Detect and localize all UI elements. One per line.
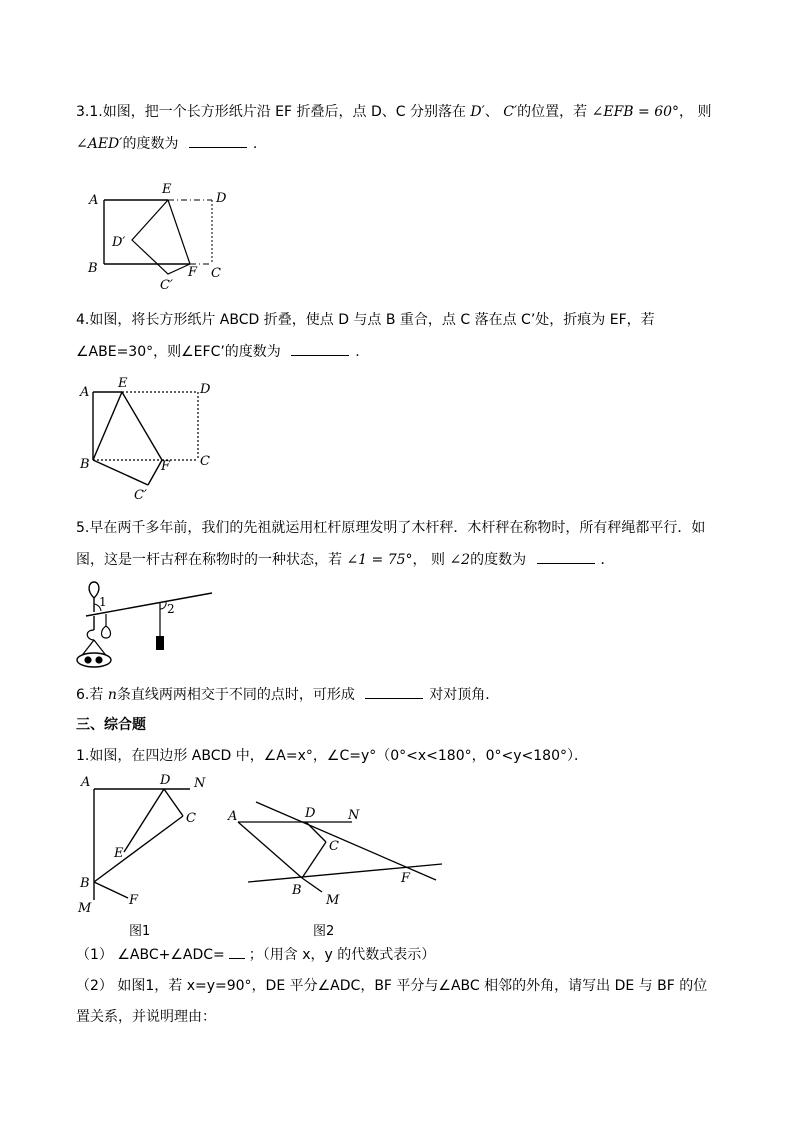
q3-1-line2 [76, 133, 257, 154]
q3-1-text: 3.1.如图，把一个长方形纸片沿 EF 折叠后，点 D、C 分别落在 [76, 104, 466, 120]
c1-part2-line2: 置关系，并说明理由： [76, 1009, 216, 1025]
q3-1-figure [80, 180, 240, 292]
answer-blank[interactable] [229, 944, 245, 959]
pan-weight-right [95, 656, 102, 663]
label-c: C [211, 266, 221, 281]
edge-bc-prime [93, 460, 148, 485]
segment-de [124, 789, 164, 852]
label-angle-1: 1 [99, 595, 107, 609]
pan-weight-left [84, 656, 91, 663]
line-through-b-f [248, 864, 442, 882]
scale-pan [77, 653, 111, 667]
edge-dc [306, 822, 326, 842]
q6-text-mid: 条直线两两相交于不同的点时，可形成 [116, 687, 355, 703]
q5-text-suffix: 的度数为 [470, 552, 527, 568]
label-n: N [348, 808, 360, 823]
hook-right [102, 626, 111, 638]
label-c: C [186, 811, 196, 826]
part1-text: （1） ∠ABC+∠ADC= [76, 947, 225, 963]
figure-2-caption: 图2 [313, 924, 335, 939]
c1-part1 [76, 944, 435, 965]
label-a: A [81, 775, 91, 790]
q4-line1: 4.如图，将长方形纸片 ABCD 折叠，使点 D 与点 B 重合，点 C 落在点 C’处，折痕为 EF，若 [76, 312, 655, 328]
q3-1-end: . [252, 136, 258, 152]
q5-end: ． [600, 552, 615, 568]
answer-blank[interactable] [291, 341, 349, 356]
edge-ef [122, 392, 162, 460]
label-m: M [78, 901, 92, 916]
c1-stem: 1.如图，在四边形 ABCD 中，∠A=x°，∠C=y°（0°<x<180°，0°<y<180°）． [76, 748, 588, 764]
answer-blank[interactable] [189, 133, 247, 148]
label-c-prime: C′ [134, 488, 147, 503]
label-c-prime: C′ [160, 278, 173, 293]
edge-ab [238, 822, 302, 878]
edge-c-prime-f [148, 460, 162, 485]
q5-text: 图，这是一杆古秤在称物时的一种状态，若 [76, 552, 342, 568]
angle-2-arc [160, 602, 166, 609]
q6-text: 6.若 [76, 687, 104, 703]
label-a: A [228, 809, 238, 824]
angle-2-expression: ∠2 [449, 552, 471, 568]
label-f: F [161, 459, 171, 474]
q3-1-text-mid: 的位置，若 [517, 104, 588, 120]
counterweight [156, 636, 164, 650]
q4-text: ∠ABE=30°，则∠EFC’的度数为 [76, 344, 281, 360]
line-through-d-f [256, 802, 436, 880]
q3-1-text-suffix: ， 则 [679, 104, 712, 120]
angle-efb-expression: ∠EFB = 60° [591, 104, 680, 120]
section-title: 三、综合题 [76, 717, 146, 733]
edge-be [93, 392, 122, 460]
answer-blank[interactable] [365, 684, 423, 699]
label-b: B [80, 457, 90, 472]
label-f: F [129, 893, 139, 908]
c1-figure-1 [76, 770, 216, 918]
q5-steelyard-figure [72, 578, 222, 670]
label-d-prime: D′ [112, 235, 126, 250]
q4-figure [76, 375, 226, 503]
q4-end: . [355, 344, 360, 360]
label-f: F [188, 265, 198, 280]
q6-text-suffix: 对对顶角． [429, 687, 500, 703]
edge-cb [302, 842, 326, 878]
label-d: D [200, 382, 211, 397]
angle-aed-expression: ∠AED′ [76, 136, 123, 152]
label-b: B [292, 883, 302, 898]
label-c: C [200, 454, 210, 469]
angle-1-expression: ∠1 = 75° [346, 552, 413, 568]
label-a: A [89, 193, 99, 208]
c1-part2-line1: （2） 如图1，若 x=y=90°，DE 平分∠ADC，BF 平分与∠ABC 相邻的外角，请写出 DE 与 BF 的位 [76, 978, 708, 994]
label-a: A [80, 385, 90, 400]
label-n: N [194, 776, 206, 791]
segment-bf [94, 882, 128, 898]
q3-1-line1 [76, 102, 711, 122]
label-m: M [326, 893, 340, 908]
label-b: B [80, 876, 90, 891]
label-d: D [160, 773, 171, 788]
q5-line1: 5.早在两千多年前，我们的先祖就运用杠杆原理发明了木杆秤．木杆秤在称物时，所有秤绳都平行．如 [76, 520, 706, 536]
label-b: B [88, 261, 98, 276]
q4-line2 [76, 341, 360, 362]
edge-ef [168, 200, 190, 264]
label-c: C [329, 839, 339, 854]
q6-line [76, 684, 499, 705]
variable-n: n [107, 687, 117, 703]
point-c-prime: C′ [503, 104, 518, 120]
c1-figure-2 [226, 790, 448, 910]
label-d: D [305, 806, 316, 821]
part1-suffix: ；（用含 x，y 的代数式表示） [248, 947, 436, 963]
separator: 、 [484, 104, 499, 120]
label-f: F [401, 871, 411, 886]
edge-cb [94, 816, 183, 882]
figure-1-caption: 图1 [129, 924, 151, 939]
q5-line2 [76, 549, 615, 570]
segment-bm [302, 878, 322, 892]
point-d-prime: D′ [470, 104, 485, 120]
q3-1-text-suffix2: 的度数为 [122, 136, 179, 152]
edge-dc [164, 789, 183, 816]
label-d: D [216, 191, 227, 206]
hook-loop [89, 582, 99, 598]
answer-blank[interactable] [537, 549, 595, 564]
label-angle-2: 2 [167, 602, 175, 616]
q5-text-mid: ， 则 [412, 552, 445, 568]
label-e: E [114, 846, 124, 861]
label-e: E [162, 182, 172, 197]
hook-left [87, 630, 94, 640]
label-e: E [118, 376, 128, 391]
